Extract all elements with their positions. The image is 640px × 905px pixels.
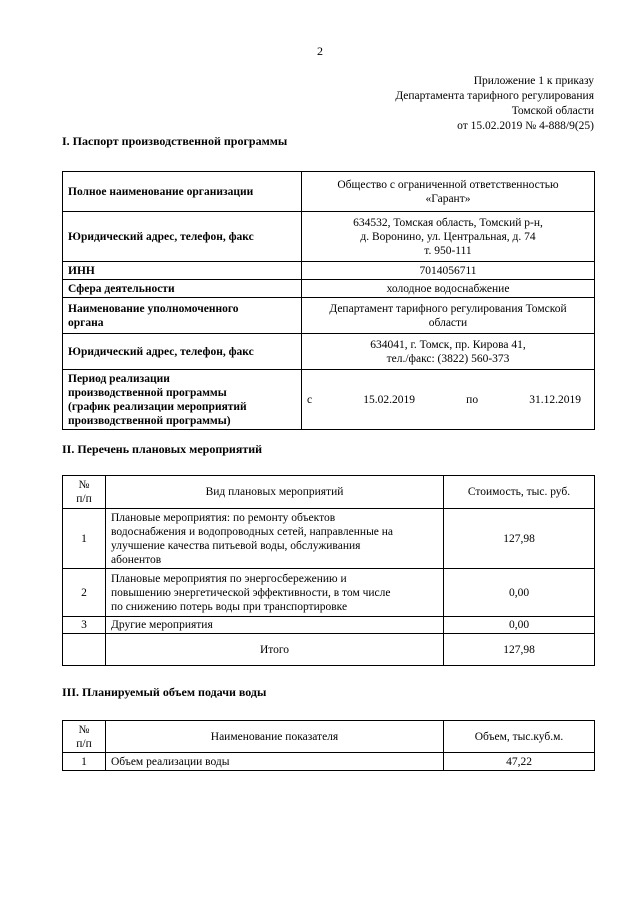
period-from-word: с	[307, 393, 313, 406]
row-name: Объем реализации воды	[106, 753, 444, 771]
period-to-word: по	[466, 393, 479, 406]
table-header-row	[63, 721, 595, 753]
period-to-date: 31.12.2019	[529, 393, 581, 406]
passport-table	[62, 171, 595, 430]
table-row	[63, 172, 595, 212]
header-volume: Объем, тыс.куб.м.	[444, 721, 595, 753]
table-row	[63, 212, 595, 262]
row-label: Наименование уполномоченного органа	[63, 298, 302, 334]
page-number: 2	[317, 44, 323, 58]
row-value: 7014056711	[302, 262, 595, 280]
appendix-line: Департамента тарифного регулирования	[395, 90, 594, 102]
row-name: Плановые мероприятия по энергосбережению и повышению энергетической эффективности, в том числе по снижению потерь воды при транспортировке	[106, 569, 444, 617]
table-row	[63, 280, 595, 298]
row-value: 634532, Томская область, Томский р-н, д. Воронино, ул. Центральная, д. 74 т. 950-111	[302, 212, 595, 262]
row-cost: 0,00	[444, 617, 595, 634]
table-header-row	[63, 476, 595, 509]
period-from-date: 15.02.2019	[363, 393, 416, 406]
table-row	[63, 298, 595, 334]
table-total-row	[63, 634, 595, 666]
row-label: Юридический адрес, телефон, факс	[63, 212, 302, 262]
row-num: 1	[63, 753, 106, 771]
table-row	[63, 617, 595, 634]
period-value	[302, 370, 595, 430]
row-name: Другие мероприятия	[106, 617, 444, 634]
row-label: Юридический адрес, телефон, факс	[63, 334, 302, 370]
period-label: Период реализации производственной программы (график реализации мероприятий производственной программы)	[63, 370, 302, 430]
row-cost: 127,98	[444, 509, 595, 569]
table-row	[63, 370, 595, 430]
row-name: Плановые мероприятия: по ремонту объектов водоснабжения и водопроводных сетей, направленные на улучшение качества питьевой воды, обслуживания абонентов	[106, 509, 444, 569]
row-value: 634041, г. Томск, пр. Кирова 41, тел./факс: (3822) 560-373	[302, 334, 595, 370]
row-volume: 47,22	[444, 753, 595, 771]
appendix-header	[395, 74, 594, 134]
row-num: 3	[63, 617, 106, 634]
table-row	[63, 569, 595, 617]
table-row	[63, 334, 595, 370]
table-row	[63, 509, 595, 569]
row-num: 2	[63, 569, 106, 617]
table-row	[63, 262, 595, 280]
header-cost: Стоимость, тыс. руб.	[444, 476, 595, 509]
row-label: ИНН	[63, 262, 302, 280]
total-value: 127,98	[444, 634, 595, 666]
appendix-line: Приложение 1 к приказу	[473, 75, 594, 87]
header-num: № п/п	[63, 721, 106, 753]
section1-title: I. Паспорт производственной программы	[62, 134, 288, 148]
row-label: Сфера деятельности	[63, 280, 302, 298]
header-name: Наименование показателя	[106, 721, 444, 753]
row-num: 1	[63, 509, 106, 569]
total-num-empty	[63, 634, 106, 666]
total-label: Итого	[106, 634, 444, 666]
activities-table	[62, 475, 595, 666]
volume-table	[62, 720, 595, 771]
row-value: Общество с ограниченной ответственностью «Гарант»	[302, 172, 595, 212]
row-cost: 0,00	[444, 569, 595, 617]
header-num: № п/п	[63, 476, 106, 509]
header-name: Вид плановых мероприятий	[106, 476, 444, 509]
row-label: Полное наименование организации	[63, 172, 302, 212]
row-value: Департамент тарифного регулирования Томской области	[302, 298, 595, 334]
appendix-line: от 15.02.2019 № 4-888/9(25)	[457, 120, 594, 132]
row-value: холодное водоснабжение	[302, 280, 595, 298]
section2-title: II. Перечень плановых мероприятий	[62, 442, 263, 456]
section3-title: III. Планируемый объем подачи воды	[62, 685, 267, 699]
table-row	[63, 753, 595, 771]
appendix-line: Томской области	[511, 105, 594, 117]
